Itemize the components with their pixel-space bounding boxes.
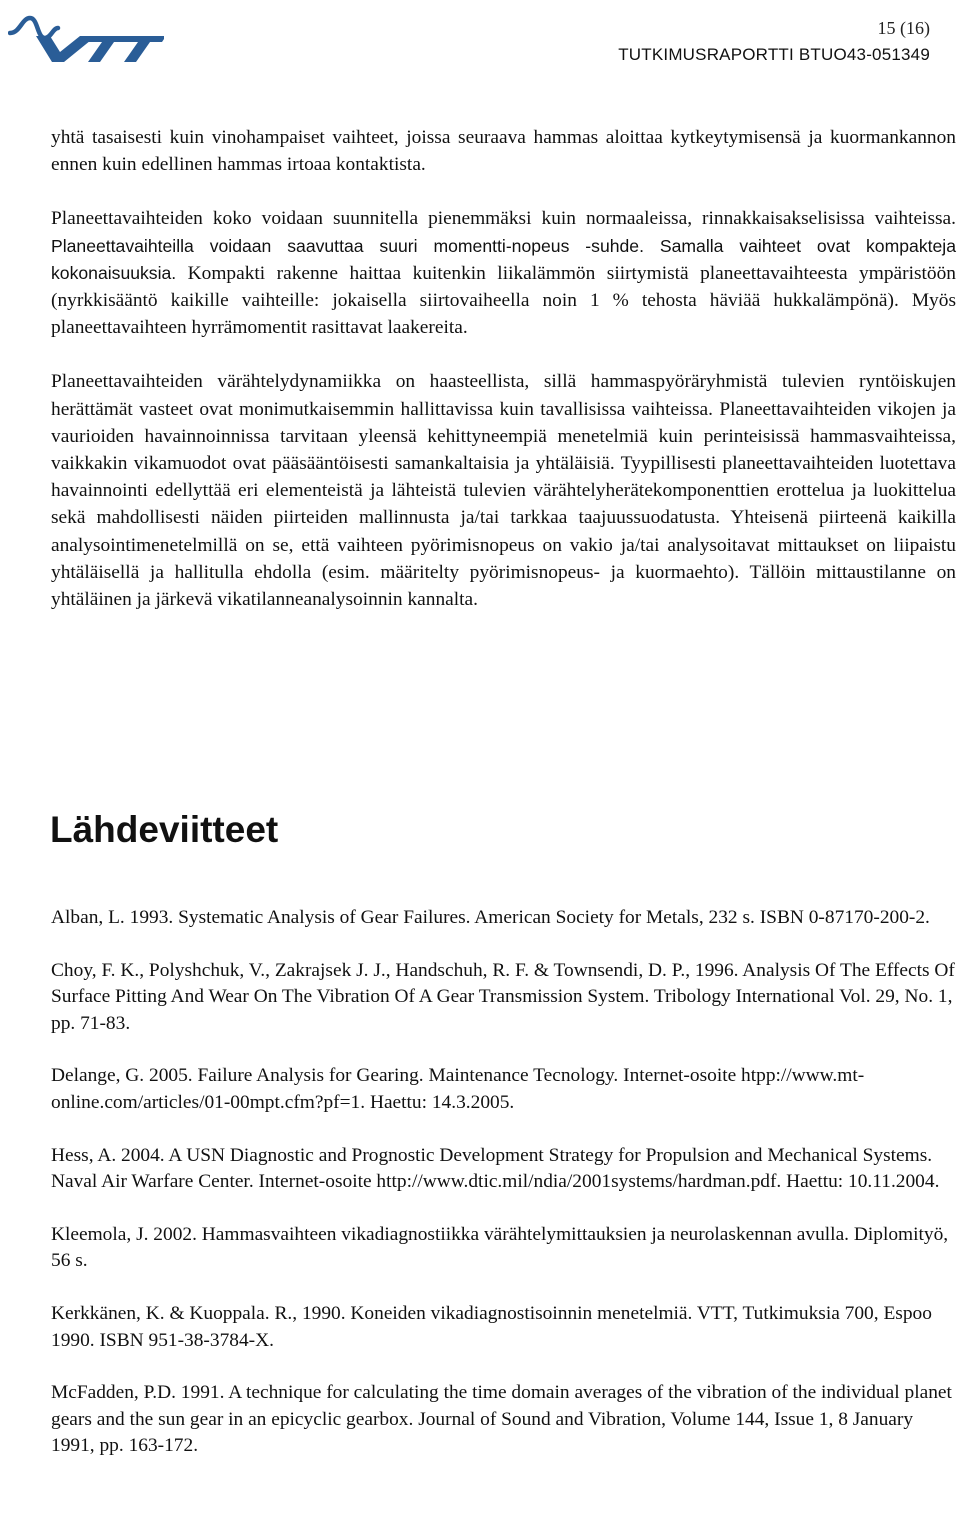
reference-item: McFadden, P.D. 1991. A technique for calculating the time domain averages of the vibration of the individual planet gears and the sun gear in an epicyclic gearbox. Journal of Sound and Vibration, Volume 144, Issue 1, 8 January 1991, pp. 163-172. — [51, 1382, 952, 1457]
paragraph-1: yhtä tasaisesti kuin vinohampaiset vaihteet, joissa seuraava hammas aloittaa kytkeytymisensä ja kuormankannon ennen kuin edellinen hammas irtoaa kontaktista. — [51, 127, 956, 176]
paragraph-2-serif: Planeettavaihteiden koko voidaan suunnitella pienemmäksi kuin normaaleissa, rinnakkaisakselisissa vaihteissa. — [51, 208, 956, 230]
paragraph-2 — [51, 205, 956, 341]
page-number: 15 (16) — [877, 18, 930, 38]
paragraph-2-sans: Planeettavaihteilla voidaan saavuttaa suuri momentti-nopeus -suhde. Samalla vaihteet ovat kompakteja kokonaisuuksia. — [51, 235, 956, 283]
paragraph-2-rest: Kompakti rakenne haittaa kuitenkin liikalämmön siirtymistä planeettavaihteesta ympäristöön (nyrkkisääntö kaikille vaihteille: jokaisella siirtovaiheella noin 1 % tehosta häviää hukkalämpönä). Myös planeettavaihteen hyrrämomentit rasittavat laakereita. — [51, 262, 956, 339]
paragraph-3: Planeettavaihteiden värähtelydynamiikka on haasteellista, sillä hammaspyöräryhmistä tulevien ryntöiskujen herättämät vasteet ovat monimutkaisemmin hallittavissa kuin tavallisissa vaihteissa. Planeettavaihteiden vikojen ja vaurioiden havainnoinnissa tarvitaan yleensä kehittyneempiä menetelmiä kuin perinteisissä hammasvaihteissa, vaikkakin vikamuodot ovat pääsääntöisesti samankaltaisia ja yhtäläisiä. Tyypillisesti planeettavaihteiden luotettava havainnointi edellyttää eri elementeistä ja lähteistä tulevien värähtelyherätekomponenttien erottelua ja luokittelua sekä mahdollisesti näiden piirteiden mallinnusta ja/tai tarkkaa taajuussuodatusta. Yhteisenä piirteenä kaikilla analysointimenetelmillä on se, että vaihteen pyörimisnopeus on vakio ja/tai analysoitavat mittaukset on liipaistu yhtäläisellä ja hallitulla ehdolla (esim. määritelty pyörimisnopeus- ja kuormaehto). Tällöin mittaustilanne on yhtäläinen ja järkevä vikatilanneanalysoinnin kannalta. — [51, 371, 956, 611]
reference-item: Kleemola, J. 2002. Hammasvaihteen vikadiagnostiikka värähtelymittauksien ja neurolaskennan avulla. Diplomityö, 56 s. — [51, 1223, 949, 1272]
reference-item: Delange, G. 2005. Failure Analysis for Gearing. Maintenance Tecnology. Internet-osoite htpp://www.mt-online.com/articles/01-00mpt.cfm?pf=1. Haettu: 14.3.2005. — [51, 1065, 865, 1113]
references-heading: Lähdeviitteet — [50, 809, 279, 850]
references-list — [51, 905, 956, 1486]
reference-item: Alban, L. 1993. Systematic Analysis of Gear Failures. American Society for Metals, 232 s. ISBN 0-87170-200-2. — [51, 907, 930, 928]
reference-item: Choy, F. K., Polyshchuk, V., Zakrajsek J. J., Handschuh, R. F. & Townsendi, D. P., 1996. Analysis Of The Effects Of Surface Pitting And Wear On The Vibration Of A Gear Transmission System. Tribology International Vol. 29, No. 1, pp. 71-83. — [51, 959, 955, 1034]
reference-item: Kerkkänen, K. & Kuoppala. R., 1990. Koneiden vikadiagnostisoinnin menetelmiä. VTT, Tutkimuksia 700, Espoo 1990. ISBN 951-38-3784-X. — [51, 1302, 932, 1351]
body-text — [51, 124, 956, 640]
vtt-logo — [8, 6, 164, 64]
reference-item: Hess, A. 2004. A USN Diagnostic and Prognostic Development Strategy for Propulsion and Mechanical Systems. Naval Air Warfare Center. Internet-osoite http://www.dtic.mil/ndia/2001systems/hardman.pdf. Haettu: 10.11.2004. — [51, 1144, 940, 1193]
report-id: TUTKIMUSRAPORTTI BTUO43-051349 — [618, 45, 930, 64]
